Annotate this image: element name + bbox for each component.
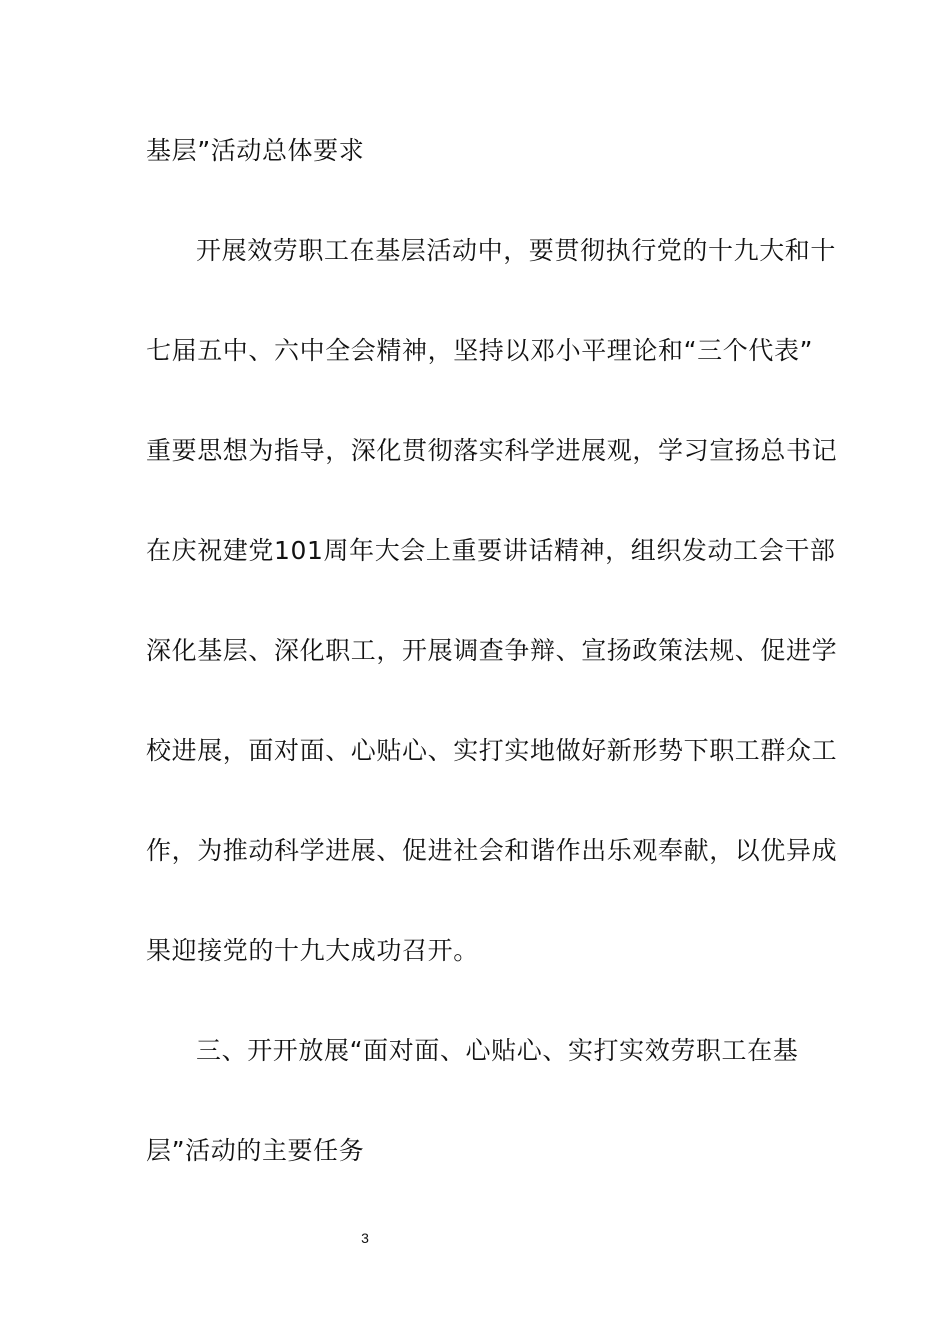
text-line-8: 作，为推动科学进展、促进社会和谐作出乐观奉献，以优异成 — [146, 836, 838, 865]
text-line-1: 基层”活动总体要求 — [146, 136, 365, 165]
text-line-6: 深化基层、深化职工，开展调查争辩、宣扬政策法规、促进学 — [146, 636, 838, 665]
text-line-3: 七届五中、六中全会精神，坚持以邓小平理论和“三个代表” — [146, 336, 814, 365]
text-line-10: 三、开开放展“面对面、心贴心、实打实效劳职工在基 — [196, 1036, 799, 1065]
page-number: 3 — [361, 1230, 369, 1246]
text-line-2: 开展效劳职工在基层活动中，要贯彻执行党的十九大和十 — [196, 236, 837, 265]
text-line-5: 在庆祝建党101周年大会上重要讲话精神，组织发动工会干部 — [146, 536, 836, 565]
text-line-11: 层”活动的主要任务 — [146, 1136, 365, 1165]
text-line-9: 果迎接党的十九大成功召开。 — [146, 936, 479, 965]
text-line-4: 重要思想为指导，深化贯彻落实科学进展观，学习宣扬总书记 — [146, 436, 838, 465]
text-line-7: 校进展，面对面、心贴心、实打实地做好新形势下职工群众工 — [146, 736, 838, 765]
